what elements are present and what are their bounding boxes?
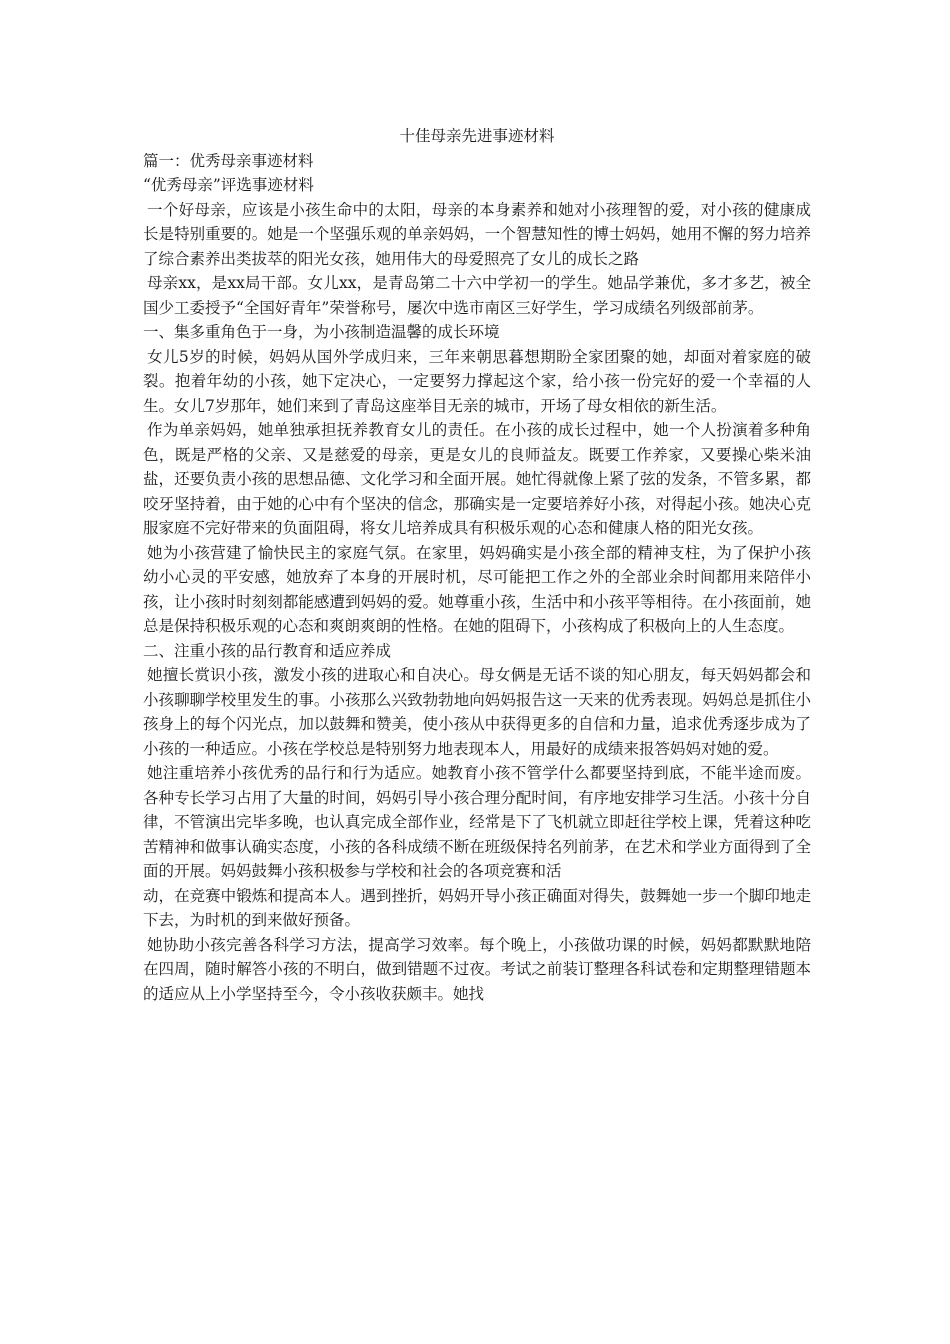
paragraph: 母亲xx，是xx局干部。女儿xx，是青岛第二十六中学初一的学生。她品学兼优，多才多艺，被全国少工委授予“全国好青年”荣誉称号，屡次中选市南区三好学生，学习成绩名列级部前茅。 — [143, 274, 811, 317]
paragraph: 她擅长赏识小孩，激发小孩的进取心和自决心。母女俩是无话不谈的知心朋友，每天妈妈都会和小孩聊聊学校里发生的事。小孩那么兴致勃勃地向妈妈报告这一天来的优秀表现。妈妈总是抓住小孩身上的每个闪光点，加以鼓舞和赞美，使小孩从中获得更多的自信和力量，追求优秀逐步成为了小孩的一种适应。小孩在学校总是特别努力地表现本人，用最好的成绩来报答妈妈对她的爱。 — [143, 666, 811, 758]
document-subtitle: “优秀母亲”评选事迹材料 — [143, 176, 314, 194]
paragraph: 她注重培养小孩优秀的品行和行为适应。她教育小孩不管学什么都要坚持到底，不能半途而废。各种专长学习占用了大量的时间，妈妈引导小孩合理分配时间，有序地安排学习生活。小孩十分自律，不管演出完毕多晚，也认真完成全部作业，经常是下了飞机就立即赶往学校上课，凭着这种吃苦精神和做事认确实态度，小孩的各科成绩不断在班级保持名列前茅，在艺术和学业方面得到了全面的开展。妈妈鼓舞小孩积极参与学校和社会的各项竞赛和活 — [143, 764, 811, 880]
section-heading: 一、集多重角色于一身，为小孩制造温馨的成长环境 — [143, 323, 500, 341]
paragraph: 女儿5岁的时候，妈妈从国外学成归来，三年来朝思暮想期盼全家团聚的她，却面对着家庭的破裂。抱着年幼的小孩，她下定决心，一定要努力撑起这个家，给小孩一份完好的爱一个幸福的人生。女儿7岁那年，她们来到了青岛这座举目无亲的城市，开场了母女相依的新生活。 — [143, 347, 811, 415]
paragraph: 动，在竞赛中锻炼和提高本人。遇到挫折，妈妈开导小孩正确面对得失，鼓舞她一步一个脚印地走下去，为时机的到来做好预备。 — [143, 886, 811, 929]
section-heading: 二、注重小孩的品行教育和适应养成 — [143, 641, 392, 660]
paragraph: 她协助小孩完善各科学习方法，提高学习效率。每个晚上，小孩做功课的时候，妈妈都默默地陪在四周，随时解答小孩的不明白，做到错题不过夜。考试之前装订整理各科试卷和定期整理错题本的适应从上小学坚持至今，令小孩收获颇丰。她找 — [143, 935, 811, 1003]
section-label: 篇一：优秀母亲事迹材料 — [143, 151, 314, 170]
paragraph: 她为小孩营建了愉快民主的家庭气氛。在家里，妈妈确实是小孩全部的精神支柱，为了保护小孩幼小心灵的平安感，她放弃了本身的开展时机，尽可能把工作之外的全部业余时间都用来陪伴小孩，让小孩时时刻刻都能感遭到妈妈的爱。她尊重小孩，生活中和小孩平等相待。在小孩面前，她总是保持积极乐观的心态和爽朗爽朗的性格。在她的阻碍下，小孩构成了积极向上的人生态度。 — [143, 543, 811, 635]
paragraph: 一个好母亲，应该是小孩生命中的太阳，母亲的本身素养和她对小孩理智的爱，对小孩的健康成长是特别重要的。她是一个坚强乐观的单亲妈妈，一个智慧知性的博士妈妈，她用不懈的努力培养了综合素养出类拔萃的阳光女孩，她用伟大的母爱照亮了女儿的成长之路 — [143, 200, 811, 268]
document-body — [143, 124, 811, 1006]
document-title: 十佳母亲先进事迹材料 — [399, 127, 555, 145]
paragraph: 作为单亲妈妈，她单独承担抚养教育女儿的责任。在小孩的成长过程中，她一个人扮演着多种角色，既是严格的父亲、又是慈爱的母亲，更是女儿的良师益友。既要工作养家，又要操心柴米油盐，还要负责小孩的思想品德、文化学习和全面开展。她忙得就像上紧了弦的发条，不管多累，都咬牙坚持着，由于她的心中有个坚决的信念，那确实是一定要培养好小孩，对得起小孩。她决心克服家庭不完好带来的负面阻碍，将女儿培养成具有积极乐观的心态和健康人格的阳光女孩。 — [143, 421, 811, 537]
